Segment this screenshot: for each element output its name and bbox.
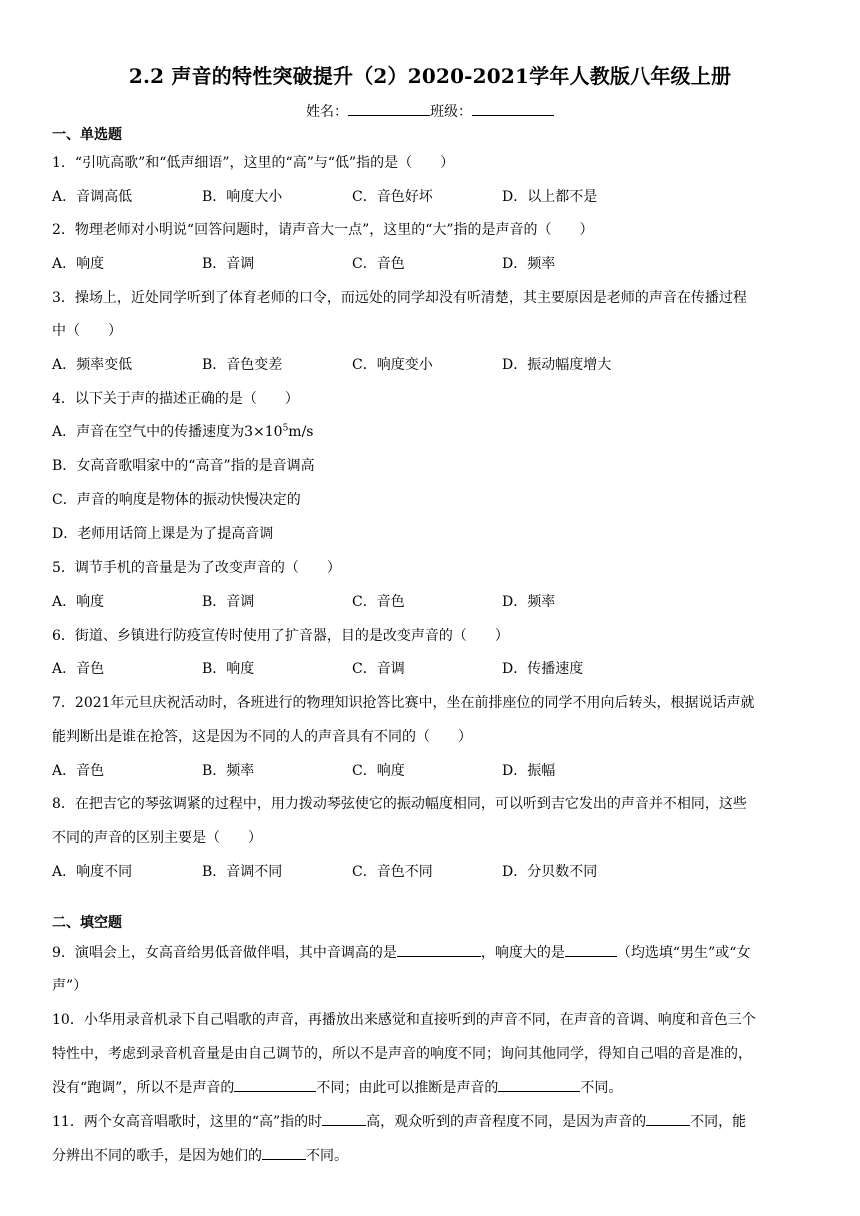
q9-blank-2[interactable]	[565, 943, 617, 957]
question-11-line-2	[52, 1145, 348, 1165]
q3-option-a[interactable]: A．频率变低	[52, 357, 133, 373]
question-2-stem: 2．物理老师对小明说“回答问题时，请声音大一点”，这里的“大”指的是声音的（ ）	[52, 222, 594, 238]
q1-option-a[interactable]: A．音调高低	[52, 189, 133, 205]
q4-option-a-text: A．声音在空气中的传播速度为3×10	[52, 424, 283, 440]
question-1-stem: 1．“引吭高歌”和“低声细语”，这里的“高”与“低”指的是（ ）	[52, 155, 455, 171]
q10-text-1: 没有“跑调”，所以不是声音的	[52, 1080, 235, 1096]
q2-option-a[interactable]: A．响度	[52, 256, 105, 272]
q3-option-c[interactable]: C．响度变小	[352, 357, 433, 373]
q7-option-a[interactable]: A．音色	[52, 763, 105, 779]
student-info-line	[0, 101, 860, 121]
q10-text-3: 不同。	[580, 1080, 623, 1096]
q6-option-a[interactable]: A．音色	[52, 661, 105, 677]
q7-option-d[interactable]: D．振幅	[502, 763, 556, 779]
q3-option-b[interactable]: B．音色变差	[202, 357, 283, 373]
section-fill-blank: 二、填空题	[52, 915, 122, 931]
question-4-stem: 4．以下关于声的描述正确的是（ ）	[52, 391, 299, 407]
question-10-line-3	[52, 1077, 622, 1097]
question-3-stem-line-2: 中（ ）	[52, 323, 122, 339]
q9-blank-1[interactable]	[397, 943, 481, 957]
name-label: 姓名：	[306, 104, 348, 120]
q6-option-b[interactable]: B．响度	[202, 661, 255, 677]
q10-text-2: 不同；由此可以推断是声音的	[316, 1080, 499, 1096]
class-blank[interactable]	[472, 101, 554, 116]
q6-option-d[interactable]: D．传播速度	[502, 661, 584, 677]
section-single-choice: 一、单选题	[52, 127, 122, 143]
q2-option-d[interactable]: D．频率	[502, 256, 556, 272]
q5-option-c[interactable]: C．音色	[352, 594, 405, 610]
q11-text-4: 分辨出不同的歌手，是因为她们的	[52, 1148, 262, 1164]
class-label: 班级：	[430, 104, 472, 120]
q4-option-a-exponent: 5	[282, 423, 289, 434]
question-8-stem-line-1: 8．在把吉它的琴弦调紧的过程中，用力拨动琴弦使它的振动幅度相同，可以听到吉它发出的声音并不相同，这些	[52, 796, 747, 812]
q5-option-a[interactable]: A．响度	[52, 594, 105, 610]
q1-option-d[interactable]: D．以上都不是	[502, 189, 598, 205]
q6-option-c[interactable]: C．音调	[352, 661, 405, 677]
question-7-stem-line-2: 能判断出是谁在抢答，这是因为不同的人的声音具有不同的（ ）	[52, 729, 472, 745]
question-10-line-2: 特性中，考虑到录音机音量是由自己调节的，所以不是声音的响度不同；询问其他同学，得知自己唱的音是准的，	[52, 1046, 752, 1062]
q4-option-c[interactable]: C．声音的响度是物体的振动快慢决定的	[52, 492, 301, 508]
q4-option-a-unit: m/s	[288, 424, 314, 440]
question-7-stem-line-1: 7．2021年元旦庆祝活动时，各班进行的物理知识抢答比赛中，坐在前排座位的同学不用向后转头，根据说话声就	[52, 695, 755, 711]
q10-blank-2[interactable]	[498, 1078, 580, 1092]
q11-text-5: 不同。	[306, 1148, 348, 1164]
q11-blank-1[interactable]	[322, 1112, 366, 1126]
question-3-stem-line-1: 3．操场上，近处同学听到了体育老师的口令，而远处的同学却没有听清楚，其主要原因是老师的声音在传播过程	[52, 290, 747, 306]
page-title: 2.2 声音的特性突破提升（2）2020-2021学年人教版八年级上册	[128, 64, 732, 88]
q11-blank-2[interactable]	[646, 1112, 690, 1126]
q11-blank-3[interactable]	[262, 1146, 306, 1160]
q11-text-1: 11．两个女高音唱歌时，这里的“高”指的时	[52, 1114, 323, 1130]
q5-option-d[interactable]: D．频率	[502, 594, 556, 610]
q8-option-a[interactable]: A．响度不同	[52, 864, 133, 880]
q7-option-b[interactable]: B．频率	[202, 763, 255, 779]
q8-option-b[interactable]: B．音调不同	[202, 864, 283, 880]
q11-text-2: 高，观众听到的声音程度不同，是因为声音的	[366, 1114, 647, 1130]
q2-option-c[interactable]: C．音色	[352, 256, 405, 272]
q9-text-2: ，响度大的是	[480, 945, 565, 961]
q4-option-b[interactable]: B．女高音歌唱家中的“高音”指的是音调高	[52, 458, 315, 474]
q11-text-3: 不同，能	[690, 1114, 747, 1130]
question-5-stem: 5．调节手机的音量是为了改变声音的（ ）	[52, 560, 341, 576]
q4-option-d[interactable]: D．老师用话筒上课是为了提高音调	[52, 526, 274, 542]
q7-option-c[interactable]: C．响度	[352, 763, 405, 779]
q8-option-c[interactable]: C．音色不同	[352, 864, 433, 880]
q2-option-b[interactable]: B．音调	[202, 256, 255, 272]
q8-option-d[interactable]: D．分贝数不同	[502, 864, 598, 880]
name-blank[interactable]	[348, 101, 430, 116]
question-8-stem-line-2: 不同的声音的区别主要是（ ）	[52, 830, 262, 846]
question-11-line-1	[52, 1111, 746, 1131]
question-10-line-1: 10．小华用录音机录下自己唱歌的声音，再播放出来感觉和直接听到的声音不同，在声音的音调、响度和音色三个	[52, 1012, 756, 1028]
q4-option-a[interactable]	[52, 421, 313, 441]
q9-text-3: （均选填“男生”或“女	[616, 945, 751, 961]
q5-option-b[interactable]: B．音调	[202, 594, 255, 610]
q3-option-d[interactable]: D．振动幅度增大	[502, 357, 612, 373]
q1-option-b[interactable]: B．响度大小	[202, 189, 283, 205]
q10-blank-1[interactable]	[234, 1078, 316, 1092]
question-9-line-1	[52, 942, 750, 962]
question-6-stem: 6．街道、乡镇进行防疫宣传时使用了扩音器，目的是改变声音的（ ）	[52, 628, 509, 644]
question-9-line-2: 声”）	[52, 978, 88, 994]
q1-option-c[interactable]: C．音色好坏	[352, 189, 433, 205]
q9-text-1: 9．演唱会上，女高音给男低音做伴唱，其中音调高的是	[52, 945, 397, 961]
